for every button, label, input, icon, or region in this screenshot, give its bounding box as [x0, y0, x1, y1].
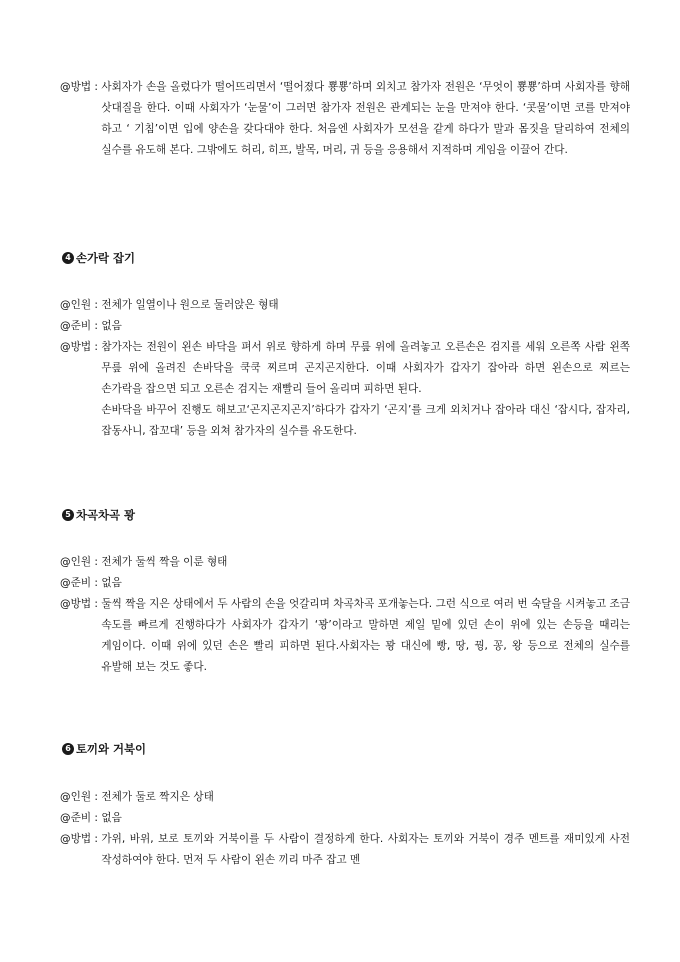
row-label: @준비	[60, 577, 92, 589]
circled-number-icon: 5	[62, 509, 74, 521]
row-body	[101, 77, 630, 161]
row-body	[101, 552, 630, 573]
row-label: @인원	[60, 556, 92, 568]
circled-number-icon: 6	[62, 743, 74, 755]
section-title: 토끼와 거북이	[76, 742, 146, 756]
row-label: @방법	[60, 833, 92, 845]
row-preparation	[60, 808, 630, 829]
section-heading	[62, 250, 135, 266]
row-body	[101, 295, 630, 316]
row-body	[101, 829, 630, 871]
row-separator: :	[91, 833, 102, 845]
row-separator: :	[91, 341, 102, 353]
row-separator: :	[91, 791, 102, 803]
row-preparation	[60, 573, 630, 594]
row-label: @인원	[60, 299, 92, 311]
row-body	[101, 573, 630, 594]
row-separator: :	[91, 320, 102, 332]
row-paragraph: 없음	[101, 812, 122, 824]
row-label: @준비	[60, 812, 92, 824]
row-separator: :	[91, 299, 102, 311]
row-paragraph: 사회자가 손을 올렸다가 떨어뜨리면서 ‘떨어졌다 뿅뿅’하며 외치고 참가자 전원은 ‘무엇이 뿅뿅’하며 사회자를 향해 삿대질을 한다. 이때 사회자가 ‘눈물’이 그러면 참가자 전원은 관계되는 눈을 만져야 한다. ‘콧물’이면 코를 만져야 하고 ‘ 기침’이면 입에 양손을 갖다대야 한다. 처음엔 사회자가 모션을 같게 하다가 말과 몸짓을 달리하여 전체의 실수를 유도해 본다. 그밖에도 허리, 히프, 발목, 머리, 귀 등을 응용해서 지적하며 게임을 이끌어 간다.	[101, 81, 630, 157]
row-body	[101, 808, 630, 829]
row-label: @방법	[60, 81, 92, 93]
row-paragraph: 참가자는 전원이 왼손 바닥을 펴서 위로 향하게 하며 무릎 위에 올려놓고 오른손은 검지를 세워 오른쪽 사람 왼쪽 무릎 위에 올려진 손바닥을 쿡쿡 찌르며 곤지곤지한다. 이때 사회자가 갑자기 잡아라 하면 왼손으로 찌르는 손가락을 잡으면 되고 오른손 검지는 재빨리 들어 올리며 피하면 된다.	[101, 341, 630, 396]
row-paragraph: 전체가 일열이나 원으로 둘러앉은 형태	[101, 299, 279, 311]
row-preparation	[60, 316, 630, 337]
section-title: 차곡차곡 꽝	[76, 508, 135, 522]
row-personnel	[60, 552, 630, 573]
row-label: @방법	[60, 598, 92, 610]
row-paragraph: 전체가 둘씩 짝을 이룬 형태	[101, 556, 228, 568]
circled-number-icon: 4	[62, 252, 74, 264]
row-paragraph: 없음	[101, 320, 122, 332]
row-method	[60, 594, 630, 678]
row-paragraph: 둘씩 짝을 지은 상태에서 두 사람의 손을 엇갈리며 차곡차곡 포개놓는다. 그런 식으로 여러 번 숙달을 시켜놓고 조금 속도를 빠르게 진행하다가 사회자가 갑자기 ‘꽝’이라고 말하면 제일 밑에 있던 손이 위에 있는 손등을 때리는 게임이다. 이때 위에 있던 손은 빨리 피하면 된다.사회자는 꽝 대신에 빵, 땅, 꿩, 꽁, 왕 등으로 전체의 실수를 유발해 보는 것도 좋다.	[101, 598, 630, 674]
row-body	[101, 337, 630, 442]
section-heading	[62, 741, 146, 757]
row-paragraph: 없음	[101, 577, 122, 589]
row-label: @준비	[60, 320, 92, 332]
row-personnel	[60, 295, 630, 316]
row-separator: :	[91, 556, 102, 568]
row-body	[101, 787, 630, 808]
row-separator: :	[91, 812, 102, 824]
row-method	[60, 77, 630, 161]
row-body	[101, 316, 630, 337]
row-separator: :	[91, 81, 102, 93]
row-personnel	[60, 787, 630, 808]
row-separator: :	[91, 577, 102, 589]
row-method	[60, 337, 630, 442]
row-label: @방법	[60, 341, 92, 353]
row-body	[101, 594, 630, 678]
row-paragraph: 손바닥을 바꾸어 진행도 해보고‘곤지곤지곤지’하다가 갑자기 ‘곤지’를 크게 외치거나 잡아라 대신 ‘잡시다, 잡자리, 잡동사니, 잡꼬대’ 등을 외쳐 참가자의 실수를 유도한다.	[101, 404, 630, 438]
row-separator: :	[91, 598, 102, 610]
row-paragraph: 가위, 바위, 보로 토끼와 거북이를 두 사람이 결정하게 한다. 사회자는 토끼와 거북이 경주 멘트를 재미있게 사전 작성하여야 한다. 먼저 두 사람이 왼손 끼리 마주 잡고 멘	[101, 833, 630, 867]
row-paragraph: 전체가 둘로 짝지은 상태	[101, 791, 214, 803]
section-title: 손가락 잡기	[76, 251, 135, 265]
section-heading	[62, 507, 135, 523]
row-label: @인원	[60, 791, 92, 803]
row-method	[60, 829, 630, 871]
